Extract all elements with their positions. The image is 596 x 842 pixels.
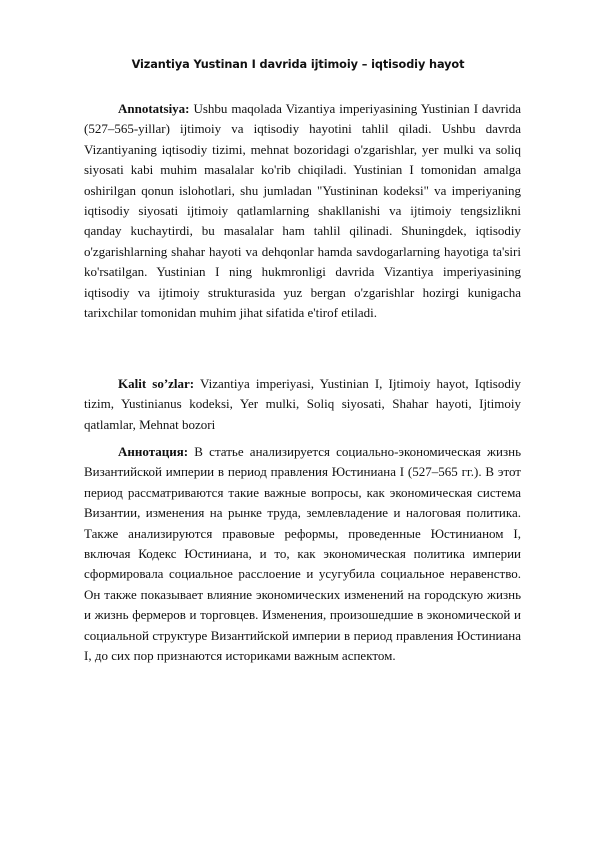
annotation-uz-label: Annotatsiya:	[118, 101, 190, 116]
annotation-ru-paragraph	[84, 442, 521, 666]
annotation-uz-paragraph	[84, 99, 521, 323]
keywords-uz-label: Kalit so’zlar:	[118, 376, 195, 391]
keywords-uz-paragraph	[84, 374, 521, 435]
page-title: Vizantiya Yustinan I davrida ijtimoiy – iqtisodiy hayot	[131, 58, 465, 71]
keywords-uz-text: Vizantiya imperiyasi, Yustinian I, Ijtimoiy hayot, Iqtisodiy tizim, Yustinianus kodeksi, Yer mulki, Soliq siyosati, Shahar hayoti, Ijtimoiy qatlamlar, Mehnat bozori	[84, 376, 521, 432]
annotation-ru-text: В статье анализируется социально-экономическая жизнь Византийской империи в период правления Юстиниана I (527–565 гг.). В этот период рассматриваются такие важные вопросы, как экономическая система Византии, изменения на рынке труда, землевладение и налоговая политика. Также анализируются правовые реформы, проведенные Юстинианом I, включая Кодекс Юстиниана, и то, как экономическая политика империи сформировала социальное расслоение и усугубила социальное неравенство. Он также показывает влияние экономических изменений на городскую жизнь и жизнь фермеров и торговцев. Изменения, произошедшие в экономической и социальной структуре Византийской империи в период правления Юстиниана I, до сих пор признаются историками важным аспектом.	[84, 444, 521, 664]
annotation-uz-text: Ushbu maqolada Vizantiya imperiyasining Yustinian I davrida (527–565-yillar) ijtimoiy va iqtisodiy hayotini tahlil qiladi. Ushbu davrda Vizantiyaning iqtisodiy tizimi, mehnat bozoridagi o'zgarishlar, yer mulki va soliq siyosati kabi muhim masalalar ko'rib chiqiladi. Yustinian I tomonidan amalga oshirilgan qonun islohotlari, shu jumladan "Yustininan kodeksi" va imperiyaning iqtisodiy siyosati ijtimoiy qatlamlarning shakllanishi va ijtimoiy tengsizlikni qanday kuchaytirdi, bu masalalar ham tahlil qilinadi. Shuningdek, iqtisodiy o'zgarishlarning shahar hayoti va dehqonlar hamda savdogarlarning hayotiga ta'siri ko'rsatilgan. Yustinian I ning hukmronligi davrida Vizantiya imperiyasining iqtisodiy va ijtimoiy strukturasida yuz bergan o'zgarishlar hozirgi kunigacha tarixchilar tomonidan muhim jihat sifatida e'tirof etiladi.	[84, 101, 521, 321]
annotation-ru-label: Аннотация:	[118, 444, 189, 459]
